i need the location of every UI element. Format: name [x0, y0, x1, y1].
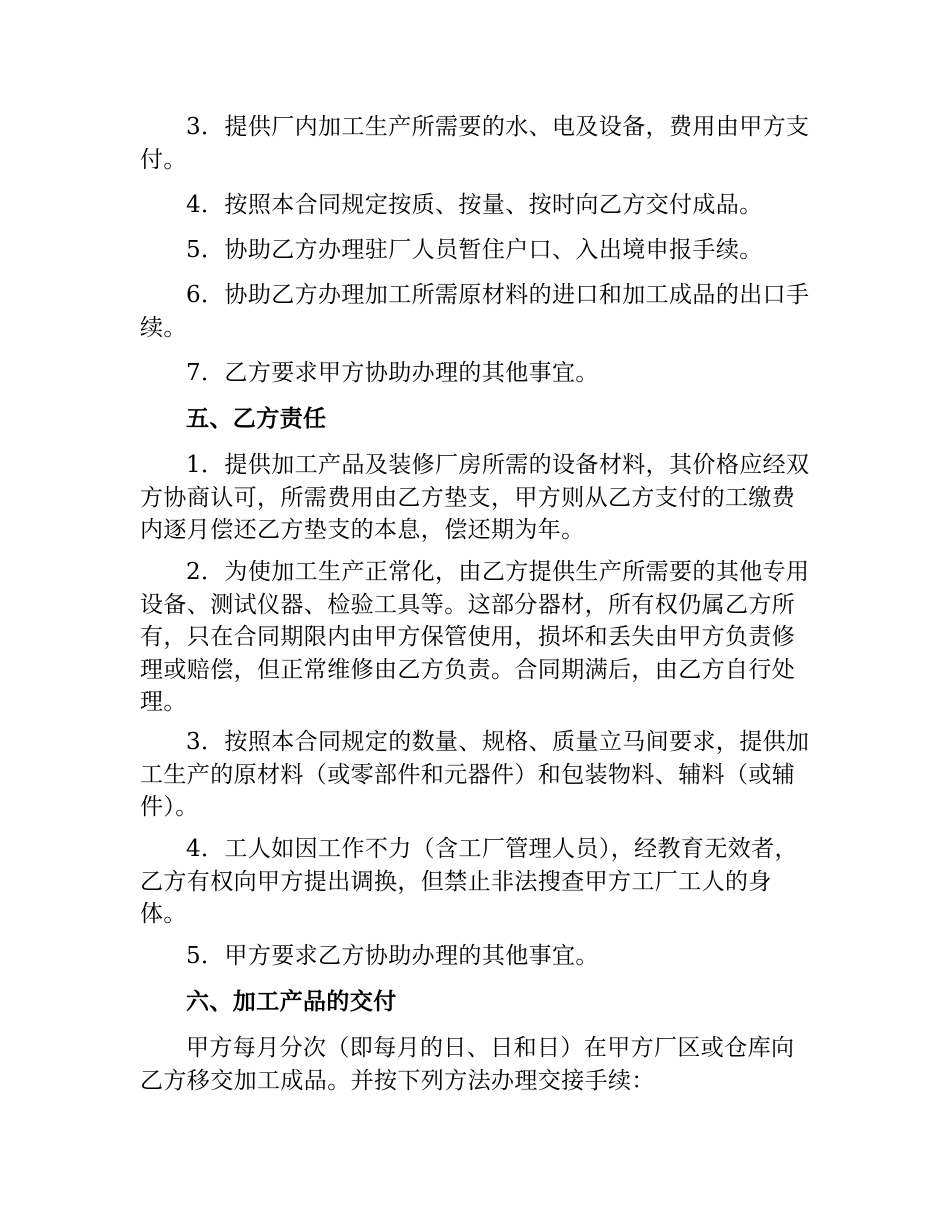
- paragraph-item-4-deliver-products: 4．按照本合同规定按质、按量、按时向乙方交付成品。: [186, 192, 763, 218]
- paragraph-b-item-4-worker-replacement: 4．工人如因工作不力（含工厂管理人员），经教育无效者，乙方有权向甲方提出调换，但禁止非法搜查甲方工厂工人的身体。: [140, 836, 798, 927]
- section-heading-product-delivery: 六、加工产品的交付: [186, 988, 397, 1015]
- section-heading-party-b-responsibilities: 五、乙方责任: [186, 405, 327, 432]
- paragraph-b-item-3-raw-materials: 3．按照本合同规定的数量、规格、质量立马间要求，提供加工生产的原材料（或零部件和元器件）和包装物料、辅料（或辅件）。: [140, 729, 810, 820]
- paragraph-item-5-residence-registration: 5．协助乙方办理驻厂人员暂住户口、入出境申报手续。: [186, 237, 763, 263]
- paragraph-b-item-2-special-equipment: 2．为使加工生产正常化，由乙方提供生产所需要的其他专用设备、测试仪器、检验工具等。这部分器材，所有权仍属乙方所有，只在合同期限内由甲方保管使用，损坏和丢失由甲方负责修理或赔偿，但正常维修由乙方负责。合同期满后，由乙方自行处理。: [140, 559, 810, 715]
- paragraph-delivery-procedure: 甲方每月分次（即每月的日、日和日）在甲方厂区或仓库向乙方移交加工成品。并按下列方法办理交接手续：: [140, 1035, 795, 1094]
- paragraph-b-item-5-other-matters: 5．甲方要求乙方协助办理的其他事宜。: [186, 943, 599, 969]
- paragraph-b-item-1-equipment-materials: 1．提供加工产品及装修厂房所需的设备材料，其价格应经双方协商认可，所需费用由乙方垫支，甲方则从乙方支付的工缴费内逐月偿还乙方垫支的本息，偿还期为年。: [140, 452, 810, 543]
- paragraph-item-7-other-matters: 7．乙方要求甲方协助办理的其他事宜。: [186, 360, 599, 386]
- paragraph-item-6-import-export: 6．协助乙方办理加工所需原材料的进口和加工成品的出口手续。: [140, 282, 810, 341]
- paragraph-item-3-water-electricity: 3．提供厂内加工生产所需要的水、电及设备，费用由甲方支付。: [140, 114, 810, 173]
